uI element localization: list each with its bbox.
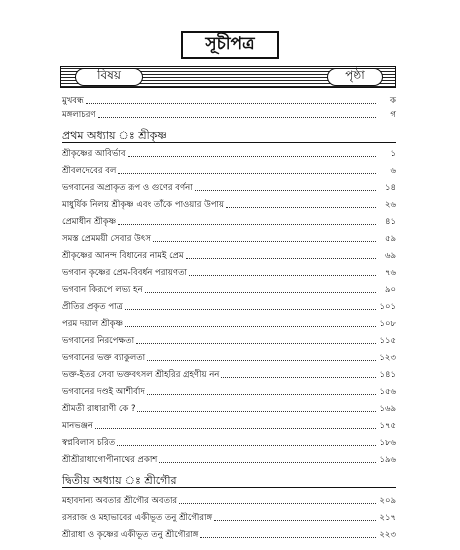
toc-row	[62, 281, 396, 295]
chapter-rule	[62, 142, 396, 143]
dot-leader	[226, 207, 376, 208]
dot-leader	[145, 292, 376, 293]
toc-entry-page: ২০৯	[379, 496, 396, 506]
dot-leader	[159, 462, 376, 463]
dot-leader	[221, 377, 376, 378]
toc-entry-label: প্রীতির প্রকৃত পাত্র	[62, 302, 123, 312]
dot-leader	[179, 503, 376, 504]
toc-entry-label: মঙ্গলাচরণ	[62, 110, 96, 120]
dot-leader	[214, 520, 376, 521]
dot-leader	[147, 360, 376, 361]
toc-entry-page: ১০৮	[379, 319, 396, 329]
toc-row	[62, 383, 396, 397]
toc-entry-page: ৬৯	[384, 251, 396, 261]
toc-row	[62, 264, 396, 278]
toc-row	[62, 196, 396, 210]
toc-entry-label: ভগবানের অপ্রাকৃত রূপ ও গুণের বর্ণনা	[62, 183, 193, 193]
toc-entry-label: সমস্ত প্রেমময়ী সেবার উৎস	[62, 234, 151, 244]
toc-row	[62, 509, 396, 523]
toc-entry-label: মাধুর্যিক নিলয় শ্রীকৃষ্ণ এবং তাঁকে পাওয়ার উপায়	[62, 200, 225, 210]
dot-leader	[95, 428, 376, 429]
toc-row	[62, 247, 396, 261]
toc-entry-page: ক	[390, 96, 396, 106]
page-title-text: সূচীপত্র	[205, 34, 255, 54]
dot-leader	[98, 117, 376, 118]
toc-entry-page: ৭৬	[384, 268, 396, 278]
subject-column-label: বিষয়	[75, 68, 143, 86]
toc-entry-page: ১২৩	[379, 353, 396, 363]
toc-row	[62, 526, 396, 540]
toc-entry-page: ১০১	[379, 302, 396, 312]
toc-entry-label: শ্রীকৃষ্ণের আনন্দ বিধানের নামই প্রেম	[62, 251, 184, 261]
toc-row	[62, 213, 396, 227]
toc-entry-label: মহাবদান্য অবতার শ্রীগৌর অবতার	[62, 496, 178, 506]
toc-row	[62, 145, 396, 159]
dot-leader	[128, 156, 376, 157]
chapter-heading: প্রথম অধ্যায় ঃ শ্রীকৃষ্ণ	[62, 129, 167, 142]
toc-entry-label: মানভঞ্জন	[62, 421, 93, 431]
toc-row	[62, 230, 396, 244]
toc-entry-page: ১৪১	[379, 370, 396, 380]
chapter-heading: দ্বিতীয় অধ্যায় ঃ শ্রীগৌর	[62, 474, 177, 487]
toc-entry-page: ১১৫	[379, 336, 396, 346]
dot-leader	[117, 445, 376, 446]
dot-leader	[189, 275, 376, 276]
toc-header-bar	[60, 66, 396, 88]
toc-entry-page: ৯০	[384, 285, 396, 295]
dot-leader	[147, 394, 376, 395]
dot-leader	[136, 343, 376, 344]
toc-row	[62, 162, 396, 176]
chapter-rule	[62, 487, 396, 488]
toc-entry-page: ২৬	[384, 200, 396, 210]
toc-entry-label: ভগবান কৃষ্ণের প্রেম-বিবর্ধন পরায়ণতা	[62, 268, 187, 278]
dot-leader	[125, 309, 376, 310]
dot-leader	[200, 537, 376, 538]
toc-row	[62, 92, 396, 106]
toc-row	[62, 298, 396, 312]
toc-entry-label: শ্রীকৃষ্ণের আবির্ভাব	[62, 149, 126, 159]
dot-leader	[125, 326, 376, 327]
toc-entry-label: ভগবানের দণ্ডই আশীর্বাদ	[62, 387, 145, 397]
toc-entry-label: ভগবান কিরূপে লভ্য হন	[62, 285, 143, 295]
toc-entry-label: ভগবানের ভক্ত ব্যাকুলতা	[62, 353, 146, 363]
toc-entry-page: ১৫৬	[379, 387, 396, 397]
toc-row	[62, 451, 396, 465]
toc-row	[62, 179, 396, 193]
dot-leader	[153, 241, 376, 242]
toc-row	[62, 434, 396, 448]
toc-row	[62, 400, 396, 414]
dot-leader	[195, 190, 376, 191]
dot-leader	[137, 411, 376, 412]
toc-entry-label: শ্রীশ্রীরাধাগোপীনাথের প্রকাশ	[62, 455, 158, 465]
page-title	[181, 31, 279, 59]
toc-entry-page: ৬	[390, 166, 396, 176]
toc-entry-page: ১	[390, 149, 396, 159]
dot-leader	[118, 224, 376, 225]
toc-entry-label: শ্রীরাধা ও কৃষ্ণের একীভূত তনু শ্রীগৌরাঙ্গ	[62, 530, 199, 540]
toc-row	[62, 366, 396, 380]
toc-entry-page: গ	[390, 110, 396, 120]
toc-entry-label: ভগবানের নিরপেক্ষতা	[62, 336, 135, 346]
toc-row	[62, 315, 396, 329]
toc-entry-label: পরম দয়াল শ্রীকৃষ্ণ	[62, 319, 124, 329]
toc-entry-page: ৫৯	[384, 234, 396, 244]
toc-row	[62, 417, 396, 431]
toc-entry-page: ১৯৬	[379, 455, 396, 465]
toc-entry-page: ১৬৯	[379, 404, 396, 414]
dot-leader	[86, 103, 376, 104]
toc-entry-page: ১৪	[384, 183, 396, 193]
toc-entry-page: ১৮৬	[379, 438, 396, 448]
toc-row	[62, 332, 396, 346]
toc-entry-label: শ্রীমতী রাধারাণী কে ?	[62, 404, 136, 414]
toc-row	[62, 106, 396, 120]
toc-row	[62, 349, 396, 363]
toc-entry-page: ২২৩	[379, 530, 396, 540]
toc-entry-page: ২১৭	[379, 513, 396, 523]
toc-entry-label: মুখবন্ধ	[62, 96, 84, 106]
toc-entry-page: ১৭৫	[379, 421, 396, 431]
dot-leader	[118, 173, 376, 174]
toc-entry-label: রসরাজ ও মহাভাবের একীভূত তনু শ্রীগৌরাঙ্গ	[62, 513, 213, 523]
toc-row	[62, 492, 396, 506]
toc-entry-page: ৪১	[384, 217, 396, 227]
toc-entry-label: প্রেমাধীন শ্রীকৃষ্ণ	[62, 217, 117, 227]
page-column-label: পৃষ্ঠা	[327, 68, 383, 86]
toc-entry-label: স্বপ্নবিলাস চরিত	[62, 438, 116, 448]
toc-entry-label: শ্রীবলদেবের বল	[62, 166, 117, 176]
dot-leader	[186, 258, 376, 259]
toc-entry-label: ভক্ত-ইতর সেবা ভক্তবৎসল শ্রীহরির গ্রহণীয় নন	[62, 370, 220, 380]
